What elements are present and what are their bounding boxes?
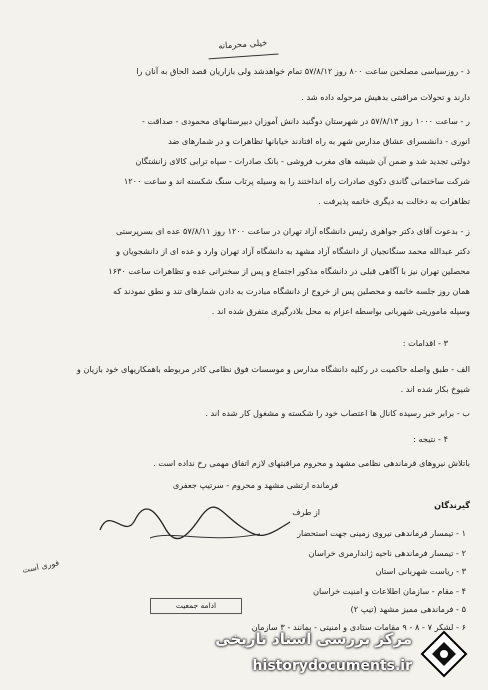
recipient-line: ۶ - لشکر ۷ - ۸ - ۹ مقامات ستادی و امنیتی - بمانند - ۳ سازمان bbox=[251, 622, 466, 632]
recipient-line: ۵ - فرماندهی ممیز مشهد (تیپ ۲) bbox=[350, 604, 466, 614]
body-line: وسیله ماموریتی شهربانی بواسطه اعزام به محل بلادرگیری متفرق شده اند . bbox=[211, 306, 470, 316]
body-line: ۴ - نتیجه : bbox=[413, 434, 448, 444]
watermark-title: مرکز بررسی اسناد تاریخی bbox=[215, 630, 412, 648]
recipient-line: ۱ - تیمسار فرماندهی نیروی زمینی جهت استحضار bbox=[297, 528, 466, 538]
body-line: شیوخ بکار شده اند . bbox=[400, 384, 470, 394]
body-line: تظاهرات به دخالت به دیگری خاتمه پذیرفت . bbox=[318, 196, 470, 206]
watermark bbox=[198, 624, 478, 686]
body-line: دارند و تحولات مراقبتی بدهیش مرحوله داده شد . bbox=[301, 92, 470, 102]
body-line: محصلین تهران نیز با آگاهی قبلی در دانشگاه مذکور اجتماع و پس از سخنرانی عده و تظاهرات ساعت ۱۶۳۰ bbox=[108, 266, 470, 276]
body-line: الف - طبق واصله حاکمیت در رکلیه دانشگاه مدارس و موسسات فوق نظامی کادر مربوطه باهمکاریهای خود بازیان و bbox=[76, 364, 470, 374]
body-line: ب - برابر خبر رسیده کانال ها اعتصاب خود را شکسته و مشغول کار شده اند . bbox=[205, 408, 470, 418]
recipients-title: گیرندگان bbox=[434, 500, 470, 510]
body-line: ر - ساعت ۱۰۰۰ روز ۵۷/۸/۱۳ در شهرستان دوگنبد دانش آموزان دبیرستانهای محمودی - صداقت - bbox=[141, 116, 470, 126]
body-line: دکتر عبدالله محمد سنگانجیان از دانشگاه آزاد مشهد به دانشگاه آزاد تهران وارد و عده ای از دانشجویان و bbox=[116, 246, 470, 256]
recipient-line: ۲ - تیمسار فرماندهی ناحیه ژاندارمری خراسان bbox=[308, 548, 466, 558]
body-line: همان روز جلسه خاتمه و محصلین پس از خروج از دانشگاه مبادرت به دادن شمارهای تند و نطق نمودند که bbox=[113, 286, 470, 296]
recipient-line: ۳ - ریاست شهربانی استان bbox=[375, 566, 466, 576]
signature-label: از طرف bbox=[292, 508, 320, 517]
box-note: ادامه جمعیت bbox=[150, 598, 242, 614]
watermark-url: historydocuments.ir bbox=[252, 658, 412, 674]
document-heading: خیلی محرمانه bbox=[207, 38, 278, 60]
body-line: باتلاش نیروهای فرماندهی نظامی مشهد و محروم مراقبتهای لازم اتفاق مهمی رخ نداده است . bbox=[153, 458, 470, 468]
body-line: دولتی تجدید شد و ضمن آن شیشه های مغرب فروشی - بانک صادرات - سپاه ترابی کالای زانشتگان bbox=[135, 156, 470, 166]
body-line: شرکت ساختمانی گاندی دکوی صادرات راه انداختند را به وسیله پرتاب سنگ شکسته اند و ساعت ۱۲۰۰ bbox=[123, 176, 470, 186]
body-line: ز - بدعوت آقای دکتر جواهری رئیس دانشگاه آزاد تهران در ساعت ۱۲۰۰ روز ۵۷/۸/۱۱ عده ای بسرپرستی bbox=[115, 226, 470, 236]
watermark-logo-icon bbox=[418, 628, 470, 680]
signature bbox=[90, 500, 330, 550]
body-line: ذ - روزسیاسی مصلحین ساعت ۸۰۰ روز ۵۷/۸/۱۲ تمام خواهدشد ولی بازاریان قصد الحاق به آنان را bbox=[136, 66, 470, 76]
recipient-line: ۴ - مقام - سازمان اطلاعات و امنیت خراسان bbox=[312, 586, 466, 596]
stamp-note: فوری است bbox=[21, 558, 60, 575]
body-line: فرمانده ارتشی مشهد و محروم - سرتیپ جعفری bbox=[172, 480, 338, 490]
body-line: انوری - دانشسرای عشاق مدارس شهر به راه افتادند خیابانها تظاهرات و در شمارهای ضد bbox=[168, 136, 470, 146]
body-line: ۳ - اقدامات : bbox=[402, 338, 448, 348]
